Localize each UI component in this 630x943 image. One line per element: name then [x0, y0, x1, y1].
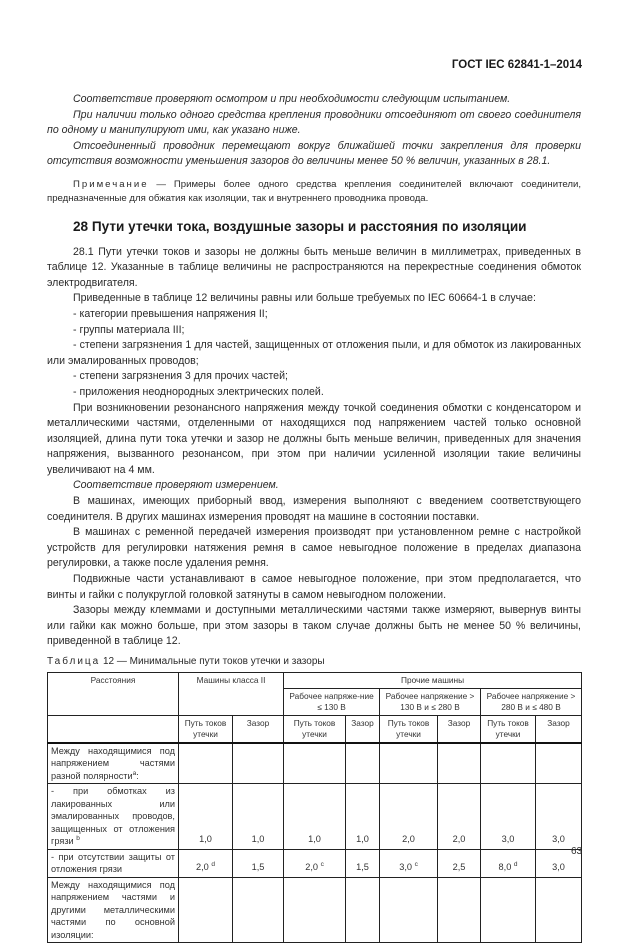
- table-cell: [380, 784, 438, 850]
- clearance-table: [47, 672, 582, 943]
- note-text: — Примеры более одного средства крепления соединителей включают соединители, предназначенные для обжатия как изоляции, так и внутреннего проводника провода.: [47, 178, 581, 204]
- section-paragraph: При возникновении резонансного напряжения между точкой соединения обмотки с конденсатором и металлическими частями, отделенными от находящихся под напряжением частей только основной изоляцией, длина пути тока утечки и зазор не должны быть меньше величин, приведенных для значения напряжения, вызванного резонансом, при этом при наличии усиленной изоляции такие величины увеличивают на 4 мм.: [47, 401, 581, 476]
- table-cell: [346, 743, 380, 784]
- section-paragraph: Приведенные в таблице 12 величины равны или больше требуемых по IEC 60664-1 в случае:: [73, 292, 536, 305]
- table-cell: [438, 743, 481, 784]
- row-label: [48, 743, 179, 784]
- header-voltage-3: Рабочее напряжение > 280 В и ≤ 480 В: [481, 688, 582, 715]
- document-code-header: ГОСТ IEC 62841-1–2014: [451, 59, 582, 71]
- table-cell: [284, 743, 346, 784]
- cell-value: 1,0: [356, 833, 369, 844]
- section-paragraph: В машинах, имеющих приборный ввод, измерения выполняют с введением соответствующего соединителя. В других машинах измерения проводят на машине в состоянии поставки.: [47, 495, 581, 523]
- row-label-text: - при обмотках из лакированных или эмалированных проводов, защищенных от отложения грязи: [51, 786, 175, 847]
- list-item: - степени загрязнения 1 для частей, защищенных от отложения пыли, и для обмоток из лакированных или эмалированных проводов;: [47, 339, 581, 367]
- note: [47, 178, 581, 206]
- table-header-row: [48, 672, 582, 688]
- cell-value: 3,0: [399, 861, 412, 872]
- cell-value: 2,0: [452, 833, 466, 844]
- table-cell: [481, 784, 536, 850]
- table-cell: [536, 743, 582, 784]
- section-paragraph: Зазоры между клеммами и доступными металлическими частями также измеряют, вывернув винты или гайки как можно больше, при этом зазоры в таком случае должны быть не менее 50 % величины, приведенной в таблице 12.: [47, 604, 581, 648]
- table-row: [48, 877, 582, 943]
- cell-value: 1,0: [251, 833, 265, 844]
- table-cell: [346, 849, 380, 877]
- table-cell: [380, 743, 438, 784]
- cell-value: 2,0: [402, 833, 415, 844]
- table-cell: [284, 784, 346, 850]
- table-cell: [536, 877, 582, 943]
- compliance-paragraph: Соответствие проверяют измерением.: [73, 479, 279, 492]
- table-cell: [179, 849, 233, 877]
- section-paragraph: Подвижные части устанавливают в самое невыгодное положение, при этом предполагается, что винты и гайки с полукруглой головкой затянуты в самом невыгодном положении.: [47, 573, 581, 601]
- table-cell: [380, 877, 438, 943]
- table-cell: [481, 849, 536, 877]
- table-caption-label: Таблица: [47, 656, 101, 667]
- footnote-marker: c: [414, 860, 418, 868]
- document-body: [47, 92, 581, 943]
- cell-value: 2,5: [452, 861, 466, 872]
- cell-value: 8,0: [498, 861, 512, 872]
- table-cell: [284, 849, 346, 877]
- header-creepage: Путь токов утечки: [481, 715, 536, 743]
- row-label-text: - при отсутствии защиты от отложения грязи: [51, 851, 175, 875]
- footnote-marker: c: [320, 860, 324, 868]
- footnote-marker: d: [513, 860, 518, 868]
- cell-value: 1,5: [356, 861, 369, 872]
- table-row: [48, 849, 582, 877]
- table-cell: [438, 784, 481, 850]
- header-other: Прочие машины: [284, 672, 582, 688]
- header-clearance: Зазор: [233, 715, 284, 743]
- compliance-paragraph: Соответствие проверяют осмотром и при необходимости следующим испытанием.: [73, 93, 511, 105]
- row-label: [48, 877, 179, 943]
- cell-value: 1,0: [199, 833, 212, 844]
- cell-value: 3,0: [501, 833, 515, 844]
- table-cell: [346, 784, 380, 850]
- header-voltage-2: Рабочее напряжение > 130 В и ≤ 280 В: [380, 688, 481, 715]
- table-cell: [179, 743, 233, 784]
- table-cell: [346, 877, 380, 943]
- section-paragraph: 28.1 Пути утечки токов и зазоры не должны быть меньше величин в миллиметрах, приведенных в таблице 12. Указанные в таблице величины не распространяются на перекрестные соединения обмоток электродвигателя.: [47, 245, 581, 289]
- table-cell: [179, 784, 233, 850]
- table-cell: [233, 784, 284, 850]
- cell-value: 1,0: [308, 833, 321, 844]
- table-cell: [233, 743, 284, 784]
- header-class2: Машины класса II: [179, 672, 284, 715]
- cell-value: 2,0: [196, 861, 209, 872]
- list-item: - группы материала III;: [73, 323, 185, 336]
- table-cell: [179, 877, 233, 943]
- table-cell: [284, 877, 346, 943]
- table-header-row: [48, 715, 582, 743]
- row-label-text: Между находящимися под напряжением частями и другими металлическими частями по основной изоляции:: [51, 879, 175, 940]
- table-row: [48, 784, 582, 850]
- footnote-marker: d: [211, 860, 215, 868]
- table-cell: [233, 849, 284, 877]
- row-label-text: Между находящимися под напряжением частями разной полярности: [51, 745, 175, 781]
- page-number: 63: [571, 846, 583, 857]
- list-item: - степени загрязнения 3 для прочих частей;: [73, 370, 288, 383]
- row-label: [48, 849, 179, 877]
- header-creepage: Путь токов утечки: [284, 715, 346, 743]
- table-caption: [47, 654, 581, 670]
- header-clearance: Зазор: [346, 715, 380, 743]
- cell-value: 3,0: [552, 833, 565, 844]
- table-row: [48, 743, 582, 784]
- footnote-marker: b: [76, 835, 80, 843]
- row-label: [48, 784, 179, 850]
- header-creepage: Путь токов утечки: [380, 715, 438, 743]
- cell-value: 3,0: [552, 861, 565, 872]
- list-item: - категории превышения напряжения II;: [73, 307, 268, 320]
- table-cell: [380, 849, 438, 877]
- list-item: - приложения неоднородных электрических полей.: [73, 385, 324, 398]
- cell-value: 1,5: [251, 861, 265, 872]
- header-creepage: Путь токов утечки: [179, 715, 233, 743]
- header-clearance: Зазор: [536, 715, 582, 743]
- section-paragraph: В машинах с ременной передачей измерения производят при установленном ремне с настройкой устройств для регулировки натяжения ремня в самое невыгодное положение в пределах диапазона регулировки, а также после удаления ремня.: [47, 526, 581, 570]
- header-empty: [48, 715, 179, 743]
- header-distances: Расстояния: [48, 672, 179, 715]
- table-cell: [481, 743, 536, 784]
- table-cell: [536, 784, 582, 850]
- header-voltage-1: Рабочее напряже-ние ≤ 130 В: [284, 688, 380, 715]
- header-clearance: Зазор: [438, 715, 481, 743]
- table-cell: [233, 877, 284, 943]
- intro-paragraph-3: Отсоединенный проводник перемещают вокруг ближайшей точки закрепления для проверки отсутствия возможности уменьшения зазоров до величины менее 50 % величин, указанных в 28.1.: [47, 139, 581, 168]
- section-title: 28 Пути утечки тока, воздушные зазоры и расстояния по изоляции: [73, 218, 527, 234]
- note-label: Примечание: [73, 178, 149, 190]
- table-caption-text: 12 — Минимальные пути токов утечки и зазоры: [100, 656, 325, 667]
- cell-value: 2,0: [305, 861, 318, 872]
- table-cell: [438, 849, 481, 877]
- footnote-marker: a: [132, 769, 137, 777]
- row-label-suffix: :: [136, 770, 139, 781]
- table-cell: [438, 877, 481, 943]
- intro-paragraph-2: При наличии только одного средства крепления проводники отсоединяют от своего соединителя по одному и манипулируют ими, как указано ниже.: [47, 108, 581, 137]
- table-cell: [481, 877, 536, 943]
